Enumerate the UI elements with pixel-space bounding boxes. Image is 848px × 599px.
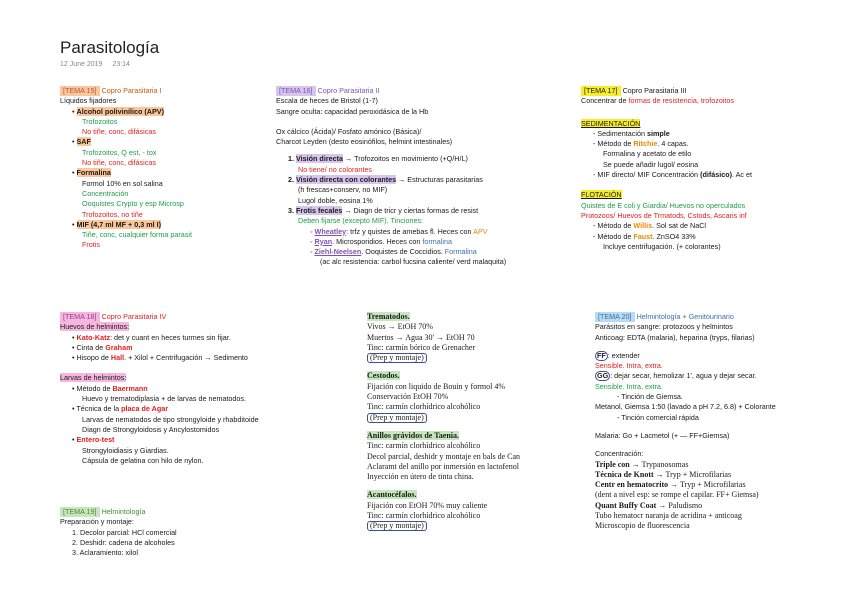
t16-line: : trfz y quistes de amebas fl. Heces con: [346, 226, 472, 236]
t20-line: Tinción de Giemsa.: [621, 392, 683, 402]
tema-19-block: [60, 507, 350, 558]
t18-line: Larvas de nematodos de tipo strongyloide y rhabditoide: [82, 414, 259, 424]
t20-line: → Trypanosomas: [631, 459, 689, 469]
page-title: Parasitología: [60, 38, 160, 57]
tema-18-block: [TEMA 18] Copro Parasitaria IV Huevos de helmintos: • Kato-Katz: det y cuant en heces turmes sin fijar. • Cinta de Graham • Hisopo de Hall. + Xilol + Centrifugación → Sedimento Larvas de helmintos: • Método de Baermann Huevo y trematodiplasia + de larvas de nematodos. • Técnica de la placa de Agar Larvas de nematodos de tipo strongyloide y rhabditoide Diagn de Strongyloidosis y Ancylostomidos • Entero-test Strongyloidiasis y Giardias. Cápsula de gelatina con hilo de nylon.: [60, 312, 350, 466]
trem-line: Tinc: carmín clorhídrico alcohólico: [367, 511, 481, 521]
page-date: [60, 61, 140, 68]
t17-line: Incluye centrifugación. (+ colorantes): [603, 241, 721, 251]
t16-line: Lugol doble, eosina 1%: [298, 195, 373, 205]
t19-num: 3.: [72, 548, 78, 558]
t16-vision-colorantes: Visión directa con colorantes: [296, 175, 397, 185]
t18-line: Strongyloidiasis y Giardias.: [82, 445, 169, 455]
tema-16-tag: [TEMA 16]: [276, 86, 316, 96]
t20-line: Metanol, Giemsa 1:50 (lavado a pH 7.2, 6.8) + Colorante: [595, 402, 776, 412]
trem-line: Fijación con liquido de Bouin y formol 4%: [367, 381, 505, 391]
t16-num: 1.: [288, 154, 294, 164]
t17-line: Se puede añadir lugol/ eosina: [603, 159, 699, 169]
t18-hall: Hall: [110, 353, 125, 363]
t20-line: → Paludismo: [658, 500, 703, 510]
tema-16-title: Copro Parasitaria II: [317, 86, 380, 95]
tema-20-title: Helmintología + Genitourinario: [636, 312, 734, 321]
trem-line: Muertos → Agua 30' → EtOH 70: [367, 332, 475, 342]
t20-line: Parásitos en sangre: protozoos y helmintos: [595, 322, 733, 332]
t17-line: Concentrar de: [581, 96, 627, 106]
t20-line: Tinción comercial rápida: [621, 412, 699, 422]
t16-line: → Estructuras parasitarias: [398, 175, 483, 185]
t19-num: 1.: [72, 527, 78, 537]
tema-18-title: Copro Parasitaria IV: [101, 312, 167, 321]
t17-line: . Ac et: [732, 170, 752, 180]
t15-line: Concentración: [82, 188, 129, 198]
t15-line: Trofozoitos, Q est, - tox: [82, 147, 157, 157]
tema-15-block: [TEMA 15] Copro Parasitaria I Líquidos fijadores • Alcohol polivinílico (APV) Trofozoitos No tiñe, conc, difásicas • SAF Trofozoitos, Q est, - tox No tiñe, conc, difásicas • Formalina Formol 10% en sol salina Concentración Ooquistes Crypto y esp Microsp Trofozoitos, no tiñe • MIF (4,7 ml MF + 0,3 ml I) Tiñe, conc, cualquier forma parasit Frotis: [60, 86, 260, 251]
t19-line: Deshidr: cadena de alcoholes: [80, 537, 175, 547]
t17-line: . 4 capas.: [657, 139, 689, 149]
t15-line: No tiñe, conc, difásicas: [82, 158, 156, 168]
t17-ritchie: Ritchie: [633, 139, 658, 149]
t17-line: Quistes de E coli y Giardia/ Huevos no operculados: [581, 200, 746, 210]
ff-circle: FF: [597, 350, 606, 360]
t17-line: simple: [646, 128, 670, 138]
t17-line: . Sol sat de NaCl: [652, 221, 707, 231]
t19-line: Preparación y montaje:: [60, 517, 134, 527]
t16-num: 3.: [288, 205, 294, 215]
tema-19-title: Helmintología: [101, 507, 146, 516]
acantocefalos-heading: Acantocéfalos.: [367, 490, 417, 500]
t20-line: Sensible. Intra, extra.: [595, 361, 663, 371]
t19-num: 2.: [72, 537, 78, 547]
t17-line: Método de: [597, 221, 632, 231]
t18-graham: Graham: [105, 342, 133, 352]
t15-formalina: Formalina: [76, 168, 111, 178]
t20-line: Centr en hematocrito: [595, 480, 669, 490]
t20-line: Concentración:: [595, 449, 644, 459]
t15-line: Líquidos fijadores: [60, 96, 117, 106]
trem-line: Conservación EtOH 70%: [367, 392, 449, 402]
t18-line: Cápsula de gelatina con hilo de nylon.: [82, 455, 204, 465]
tema-18-tag: [TEMA 18]: [60, 312, 100, 322]
t16-line: (ac alc resistencia: carbol fucsina caliente/ verd malaquita): [320, 257, 507, 267]
tema-20-block: [TEMA 20] Helmintología + Genitourinario Parásitos en sangre: protozoos y helmintos Anticoag: EDTA (malaria), heparina (tryps, filarias) FF : extender Sensible. Intra, extra. GG : dejar secar, hemolizar 1', agua y dejar secar. Sensible. Intra, extra. - Tinción de Giemsa. Metanol, Giemsa 1:50 (lavado a pH 7.2, 6.8) + Colorante - Tinción comercial rápida Malaria: Go + Lacmetol (+ — FF+Giemsa) Concentración: Triple con → Trypanosomas Técnica de Knott → Tryp + Microfilarias Centr en hematocrito → Tryp + Microfilarias (dent a nivel esp: se rompe el capilar. FF+ Giemsa) Quant Buffy Coat → Paludismo Tubo hematocr naranja de acridina + anticoag Microscopio de fluorescencia: [595, 312, 845, 532]
t16-num: 2.: [288, 175, 294, 185]
t17-line: formas de resistencia, trofozoitos: [628, 96, 735, 106]
t15-line: Trofozoitos, no tiñe: [82, 209, 143, 219]
tema-16-block: [TEMA 16] Copro Parasitaria II Escala de heces de Bristol (1-7) Sangre oculta: capacidad peroxidásica de la Hb Ox cálcico (Ácida)/ Fosfato amónico (Básica)/ Charcot Leyden (desto eosinófilos, helmint intestinales) 1. Visión directa → Trofozoitos en movimiento (+Q/H/L) No tiene/ no colorantes 2. Visión directa con colorantes → Estructuras parasitarias (h frescas+conserv, no MIF) Lugol doble, eosina 1% 3. Frotis fecales → Diagn de tricr y ciertas formas de resist Deben fijarse (excepto MIF). Tinciones: ◦ Wheatley: trfz y quistes de amebas fl. Heces con APV ◦ Ryan. Microsporidios. Heces con formalina ◦ Ziehl-Neelsen. Ooquistes de Coccidios. Formalina (ac alc resistencia: carbol fucsina caliente/ verd malaquita): [276, 86, 566, 268]
t20-line: Tubo hematocr naranja de acridina + anticoag: [595, 511, 742, 521]
t18-line: Huevo y trematodiplasia + de larvas de nematodos.: [82, 394, 247, 404]
gg-circle: GG: [597, 371, 609, 381]
trem-line: Fijación con EtOH 70% muy caliente: [367, 500, 488, 510]
t16-line: → Diagn de tricr y ciertas formas de resist: [344, 205, 479, 215]
t20-line: → Tryp + Microfilarias: [655, 469, 732, 479]
t16-line: → Trofozoitos en movimiento (+Q/H/L): [345, 154, 468, 164]
time-text: 23:14: [112, 61, 130, 68]
t16-formalina: formalina: [422, 236, 452, 246]
t20-line: Microscopio de fluorescencia: [595, 521, 690, 531]
trem-line: Decol parcial, deshidr y montaje en bals de Can: [367, 451, 521, 461]
trem-line: Aclaramt del anillo por inmersión en lactofenol: [367, 461, 519, 471]
t16-line: Sangre oculta: capacidad peroxidásica de la Hb: [276, 106, 429, 116]
t20-line: Técnica de Knott: [595, 469, 654, 479]
t18-kato: Kato-Katz: [76, 332, 111, 342]
t20-line: Anticoag: EDTA (malaria), heparina (tryps, filarias): [595, 332, 755, 342]
trem-line: Vivos → EtOH 70%: [367, 322, 433, 332]
t17-line: (difásico): [700, 170, 733, 180]
t16-ziehl: Ziehl-Neelsen: [314, 247, 362, 257]
t20-line: Quant Buffy Coat: [595, 500, 657, 510]
prep-montaje-box: (Prep y montaje): [367, 413, 427, 423]
t19-line: Aclaramiento: xilol: [79, 548, 138, 558]
t17-line: MIF directo/ MIF Concentración: [597, 170, 699, 180]
t16-vision-directa: Visión directa: [296, 154, 344, 164]
t17-sedimentacion: SEDIMENTACIÓN: [581, 118, 641, 128]
t17-line: Método de: [597, 139, 632, 149]
tema-15-title: Copro Parasitaria I: [101, 86, 162, 95]
tema-17-block: [TEMA 17] Copro Parasitaria III Concentrar de formas de resistencia, trofozoitos SEDIMENTACIÓN - Sedimentación simple - Método de Ritchie. 4 capas. Formalina y acetato de etilo Se puede añadir lugol/ eosina - MIF directo/ MIF Concentración (difásico). Ac et FLOTACIÓN Quistes de E coli y Giardia/ Huevos no operculados Protozoos/ Huevos de Trmatods, Cstods, Ascaris inf - Método de Willis. Sol sat de NaCl - Método de Faust. ZnSO4 33% Incluye centrifugación. (+ colorantes): [581, 86, 843, 252]
cestodos-heading: Cestodos.: [367, 371, 400, 381]
t15-line: Frotis: [82, 240, 100, 250]
tema-15-tag: [TEMA 15]: [60, 86, 100, 96]
prep-montaje-box: (Prep y montaje): [367, 521, 427, 531]
t18-line: Cinta de: [76, 342, 104, 352]
t17-line: Método de: [597, 231, 632, 241]
t16-line: Ox cálcico (Ácida)/ Fosfato amónico (Básica)/: [276, 126, 422, 136]
t16-line: . Microsporidios. Heces con: [332, 236, 421, 246]
anillos-heading: Anillos grávidos de Taenia.: [367, 430, 460, 440]
t15-line: Trofozoitos: [82, 116, 118, 126]
trem-line: Tinc: carmín clorhídrico alcohólico: [367, 402, 481, 412]
t20-line: Triple con: [595, 459, 630, 469]
t16-ryan: Ryan: [314, 236, 333, 246]
t20-line: Sensible. Intra, extra.: [595, 381, 663, 391]
t20-line: → Tryp + Microfilarias: [670, 480, 746, 490]
tema-19-tag: [TEMA 19]: [60, 507, 100, 517]
t16-line: Escala de heces de Bristol (1-7): [276, 96, 378, 106]
t18-line: . + Xilol + Centrifugación → Sedimento: [124, 353, 248, 363]
t20-line: : dejar secar, hemolizar 1', agua y dejar secar.: [610, 371, 757, 381]
t16-line: (h frescas+conserv, no MIF): [298, 185, 388, 195]
t19-line: Decolor parcial: HCl comercial: [80, 527, 177, 537]
t16-line: No tiene/ no colorantes: [298, 164, 372, 174]
t16-line: . Ooquistes de Coccidios.: [361, 247, 443, 257]
t15-line: Formol 10% en sol salina: [82, 178, 163, 188]
t15-saf: SAF: [76, 137, 91, 147]
t15-line: Ooquistes Crypto y esp Microsp: [82, 199, 184, 209]
t20-line: : extender: [607, 350, 640, 360]
t16-wheatley: Wheatley: [314, 226, 347, 236]
t18-huevos: Huevos de helmintos:: [60, 322, 130, 332]
t17-flotacion: FLOTACIÓN: [581, 190, 622, 200]
t15-line: No tiñe, conc, difásicas: [82, 127, 156, 137]
t18-agar: placa de Agar: [121, 404, 169, 414]
t18-line: : det y cuant en heces turmes sin fijar.: [110, 332, 231, 342]
t17-willis: Willis: [633, 221, 653, 231]
t15-line: Tiñe, conc, cualquier forma parasit: [82, 230, 192, 240]
t18-line: Técnica de la: [76, 404, 120, 414]
t20-line: Malaria: Go + Lacmetol (+ — FF+Giemsa): [595, 430, 730, 440]
t20-line: (dent a nivel esp: se rompe el capilar. FF+ Giemsa): [595, 490, 759, 500]
t17-line: Sedimentación: [597, 128, 645, 138]
t16-formalina: Formalina: [444, 247, 477, 257]
t18-baermann: Baermann: [112, 383, 148, 393]
t17-line: Protozoos/ Huevos de Trmatods, Cstods, Ascaris inf: [581, 210, 747, 220]
t15-mif: MIF (4,7 ml MF + 0,3 ml I): [76, 219, 161, 229]
t18-line: Diagn de Strongyloidosis y Ancylostomidos: [82, 424, 220, 434]
trematodos-block: [367, 312, 587, 532]
t15-apv: Alcohol polivinílico (APV): [76, 106, 164, 116]
t18-larvas: Larvas de helmintos:: [60, 373, 127, 383]
t18-entero: Entero-test: [76, 435, 115, 445]
t16-line: Deben fijarse (excepto MIF). Tinciones:: [298, 216, 424, 226]
trem-line: Tinc: carmín clorhídrico alcohólico: [367, 441, 481, 451]
t16-frotis: Frotis fecales: [296, 205, 343, 215]
trematodos-heading: Trematodos.: [367, 312, 410, 321]
tema-17-tag: [TEMA 17]: [581, 86, 621, 96]
t16-line: Charcot Leyden (desto eosinófilos, helmint intestinales): [276, 137, 453, 147]
t18-line: Método de: [76, 383, 111, 393]
prep-montaje-box: (Prep y montaje): [367, 353, 427, 363]
date-text: 12 June 2019: [60, 61, 103, 68]
trem-line: Inyección en útero de tinta china.: [367, 472, 474, 482]
t16-apv: APV: [473, 226, 488, 236]
tema-20-tag: [TEMA 20]: [595, 312, 635, 322]
trem-line: Tinc: carmín bórico de Grenacher: [367, 342, 476, 352]
t17-line: . ZnSO4 33%: [652, 231, 696, 241]
tema-17-title: Copro Parasitaria III: [622, 86, 687, 95]
t17-faust: Faust: [633, 231, 653, 241]
t18-line: Hisopo de: [76, 353, 109, 363]
t17-line: Formalina y acetato de etilo: [603, 149, 692, 159]
